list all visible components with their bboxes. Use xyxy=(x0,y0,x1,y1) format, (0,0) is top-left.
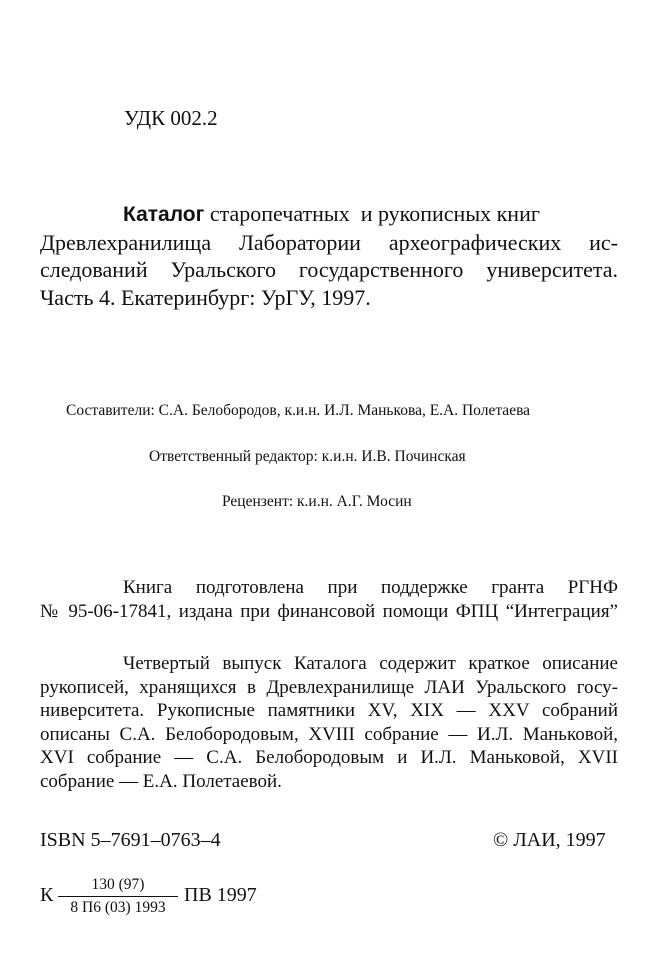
udk-code: УДК 002.2 xyxy=(124,106,218,130)
compilers-line: Составители: С.А. Белобородов, к.и.н. И.Л. Манькова, Е.А. Полетаева xyxy=(66,402,531,419)
description-line-4: описаны С.А. Белобородовым, XVIII собрание — И.Л. Маньковой, xyxy=(40,723,618,745)
description-line-1: Четвертый выпуск Каталога содержит краткое описание xyxy=(123,653,618,674)
description-line-3: ниверситета. Рукописные памятники XV, XIX — XXV собраний xyxy=(40,700,618,721)
catalog-citation xyxy=(40,200,618,311)
index-code-denominator: 8 П6 (03) 1993 xyxy=(70,899,166,916)
index-code-suffix: ПВ 1997 xyxy=(184,884,257,906)
catalog-line-2: Древлехранилища Лаборатории археографических ис- xyxy=(40,229,618,255)
editor-line: Ответственный редактор: к.и.н. И.В. Починская xyxy=(149,448,466,465)
description-line-6: собрание — Е.А. Полетаевой. xyxy=(40,770,282,792)
grant-paragraph xyxy=(40,576,618,623)
description-line-2: рукописей, хранящихся в Древлехранилище ЛАИ Уральского госу- xyxy=(40,676,618,698)
copyright-notice: © ЛАИ, 1997 xyxy=(493,829,606,851)
index-code-letter: К xyxy=(40,884,54,906)
catalog-line-3: следований Уральского государственного университета. xyxy=(40,257,618,282)
index-code-fraction xyxy=(58,875,178,918)
catalog-line-1-rest: старопечатных и рукописных книг xyxy=(209,201,540,226)
fraction-bar xyxy=(58,896,178,897)
catalog-line-1 xyxy=(40,200,618,229)
description-line-5: XVI собрание — С.А. Белобородовым и И.Л. Маньковой, XVII xyxy=(40,747,618,768)
description-paragraph xyxy=(40,652,618,793)
reviewer-line: Рецензент: к.и.н. А.Г. Мосин xyxy=(222,493,412,510)
index-code-numerator: 130 (97) xyxy=(91,876,145,893)
isbn-number: ISBN 5–7691–0763–4 xyxy=(40,829,221,851)
grant-line-2: № 95-06-17841, издана при финансовой помощи ФПЦ “Интеграция” xyxy=(40,600,618,622)
catalog-keyword: Каталог xyxy=(123,203,205,226)
catalog-line-4: Часть 4. Екатеринбург: УрГУ, 1997. xyxy=(40,284,371,310)
grant-line-1: Книга подготовлена при поддержке гранта РГНФ xyxy=(123,577,618,598)
